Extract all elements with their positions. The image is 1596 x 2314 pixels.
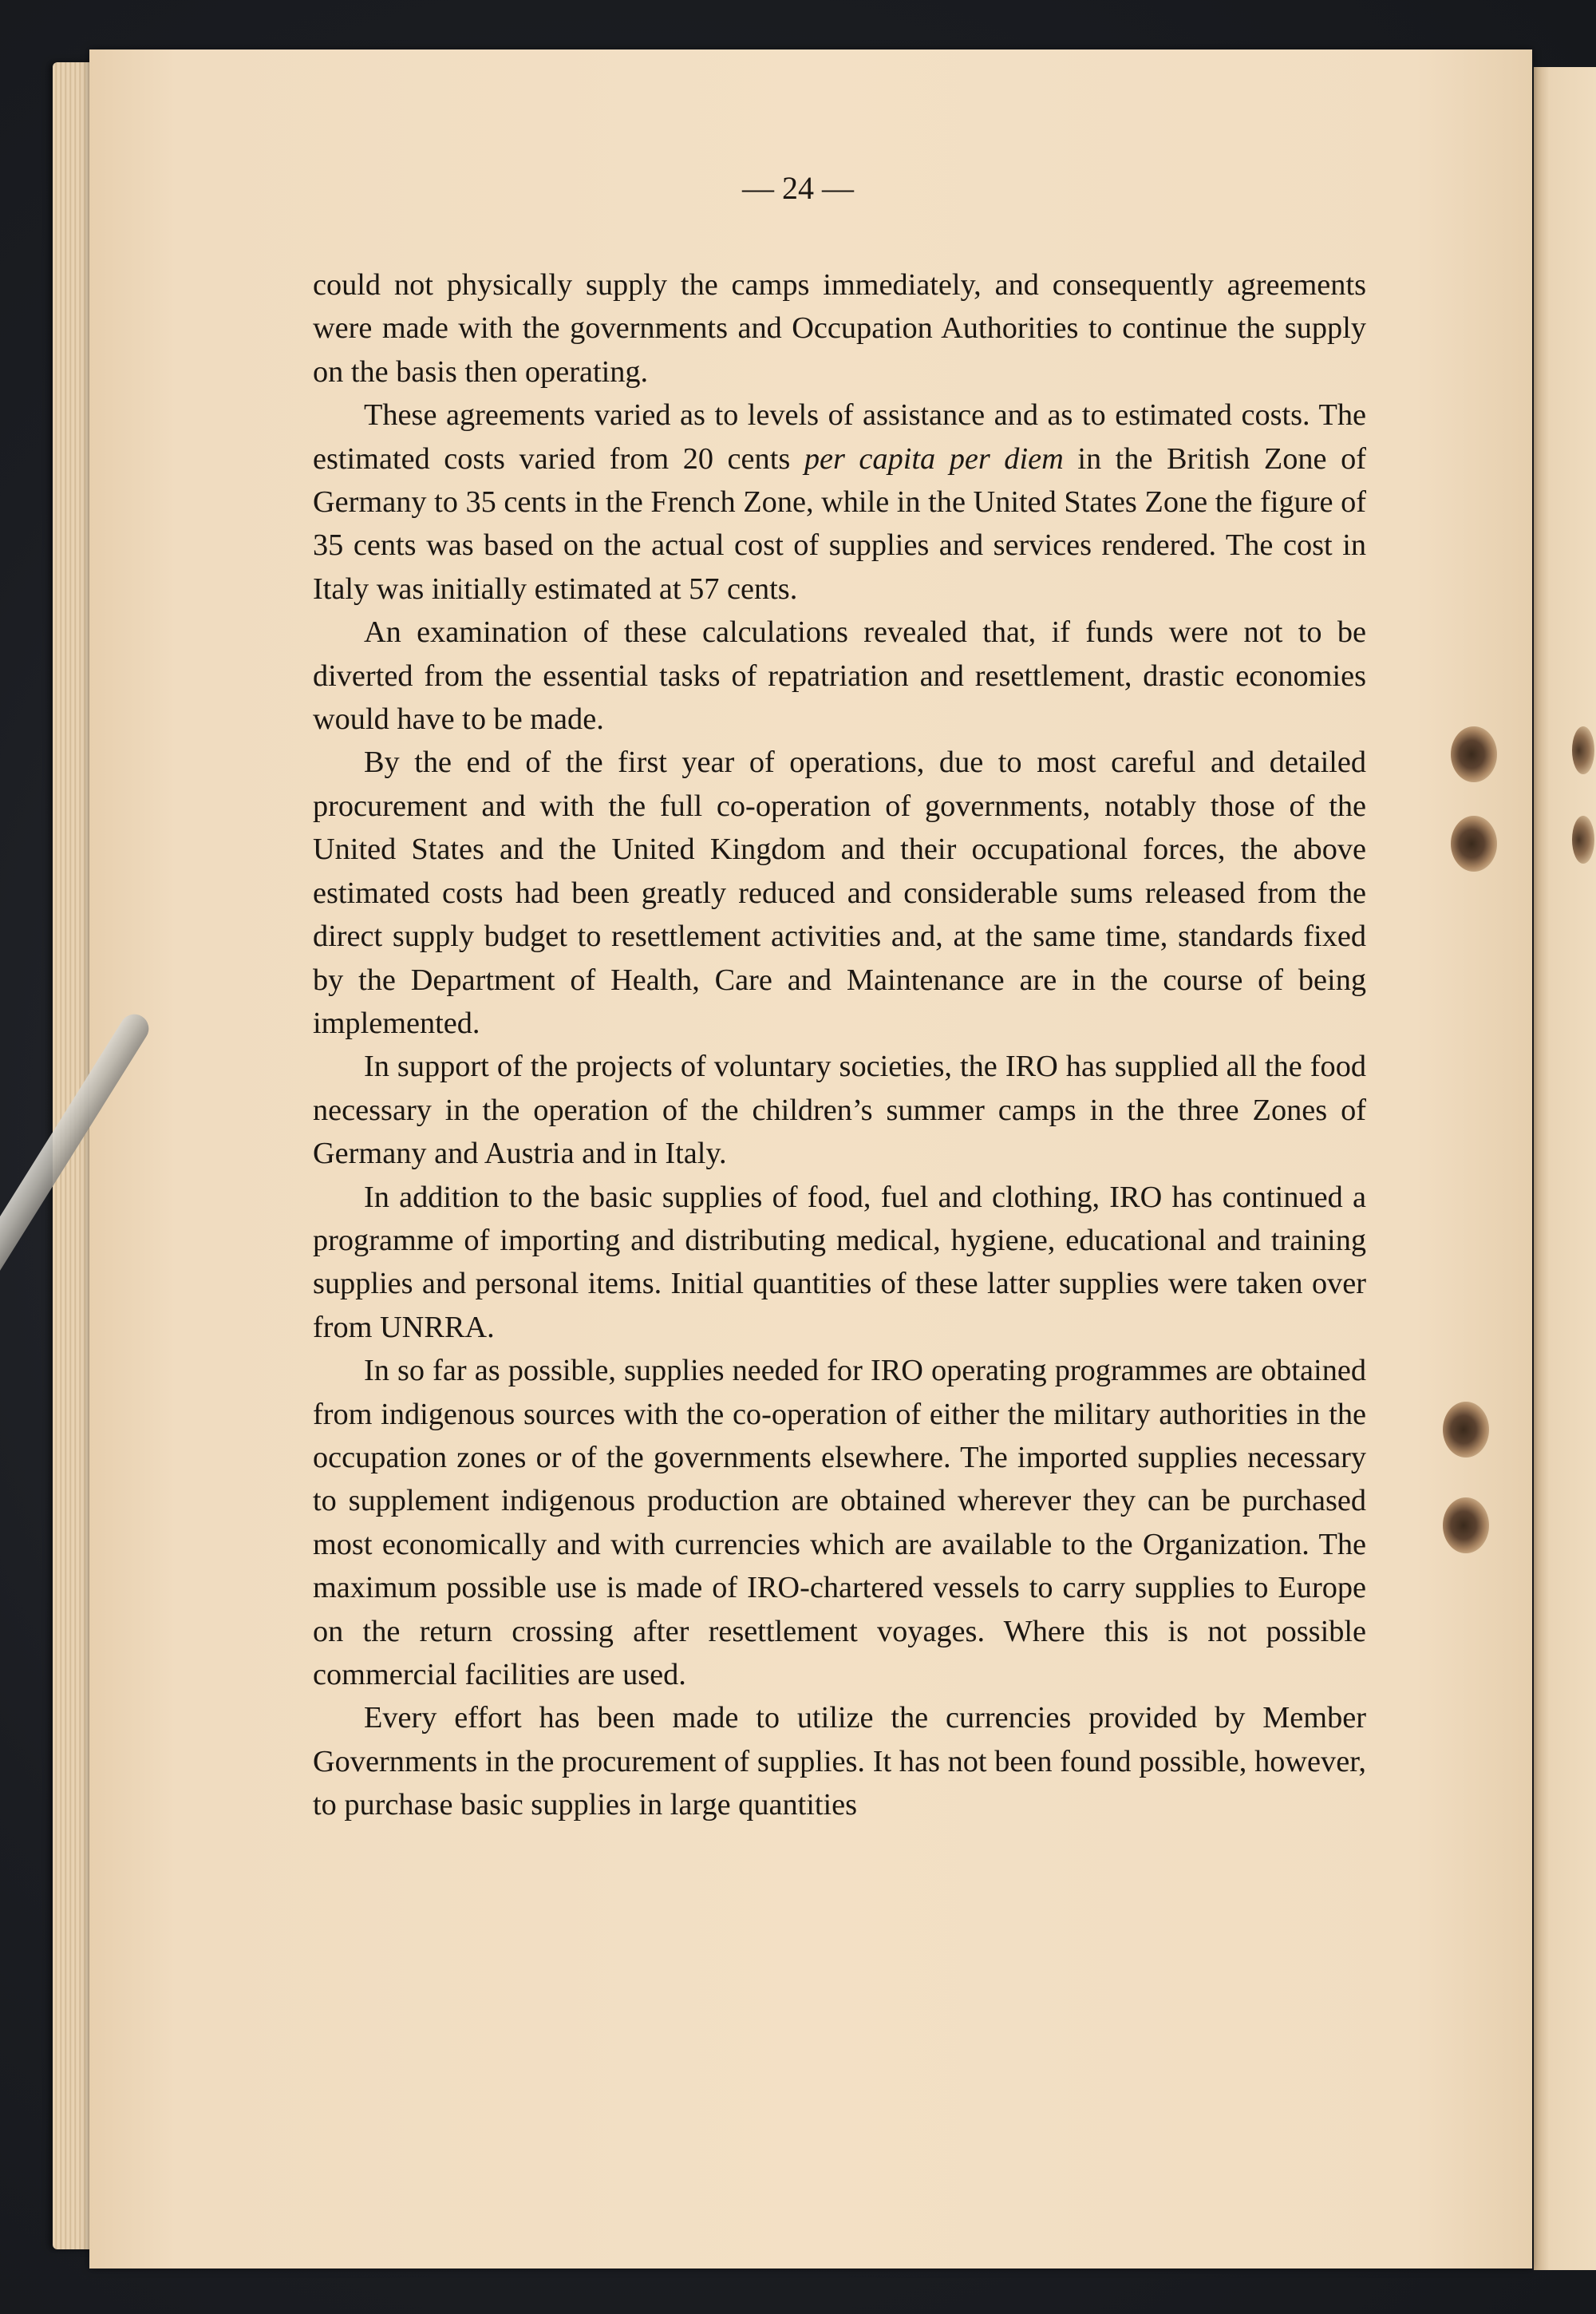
- paragraph-2: [313, 394, 1366, 611]
- paragraph-4: By the end of the first year of operations, due to most careful and detailed procurement and with the full co-operation of governments, notably those of the United States and the United Kingdom and their occupational forces, the above estimated costs had been greatly reduced and considerable sums released from the direct supply budget to resettlement activities and, at the same time, standards fixed by the Department of Health, Care and Maintenance are in the course of being implemented.: [313, 746, 1366, 1040]
- paragraph-3: An examination of these calculations revealed that, if funds were not to be diverted from the essential tasks of repatriation and resettlement, drastic economies would have to be made.: [313, 615, 1366, 737]
- punch-hole-3: [1443, 1402, 1489, 1458]
- body-text: [313, 263, 1366, 1827]
- paragraph-2-italic-phrase: per capita per diem: [804, 441, 1064, 476]
- next-page-edge: [1534, 67, 1596, 2270]
- paragraph-7: In so far as possible, supplies needed for IRO operating programmes are obtained from indigenous sources with the co-operation of either the military authorities in the occupation zones or of the governments elsewhere. The imported supplies necessary to supplement indigenous production are obtained wherever they can be purchased most economically and with currencies which are available to the Organization. The maximum possible use is made of IRO-chartered vessels to carry supplies to Europe on the return crossing after resettlement voyages. Where this is not possible commercial facilities are used.: [313, 1354, 1366, 1691]
- paragraph-2-text-after: in the British Zone of Germany to 35 cents in the French Zone, while in the United States Zone the figure of 35 cents was based on the actual cost of supplies and services rendered. The cost in Italy was initially estimated at 57 cents.: [313, 441, 1366, 606]
- paragraph-2-text-before: These agreements varied as to levels of assistance and as to estimated costs. The estimated costs varied from 20 cents: [313, 398, 1366, 476]
- paragraph-8: Every effort has been made to utilize the currencies provided by Member Governments in the procurement of supplies. It has not been found possible, however, to purchase basic supplies in large quantities: [313, 1701, 1366, 1822]
- punch-hole-4: [1443, 1497, 1489, 1553]
- punch-hole-next-2: [1572, 816, 1594, 864]
- punch-hole-1: [1451, 726, 1497, 782]
- punch-hole-2: [1451, 816, 1497, 872]
- page-number: — 24 —: [742, 170, 854, 206]
- paragraph-6: In addition to the basic supplies of food, fuel and clothing, IRO has continued a programme of importing and distributing medical, hygiene, educational and training supplies and personal items. Initial quantities of these latter supplies were taken over from UNRRA.: [313, 1180, 1366, 1344]
- paragraph-5: In support of the projects of voluntary societies, the IRO has supplied all the food necessary in the operation of the children’s summer camps in the three Zones of Germany and Austria and in Italy.: [313, 1050, 1366, 1171]
- punch-hole-next-1: [1572, 726, 1594, 774]
- paragraph-1: could not physically supply the camps immediately, and consequently agreements were made with the governments and Occupation Authorities to continue the supply on the basis then operating.: [313, 268, 1366, 389]
